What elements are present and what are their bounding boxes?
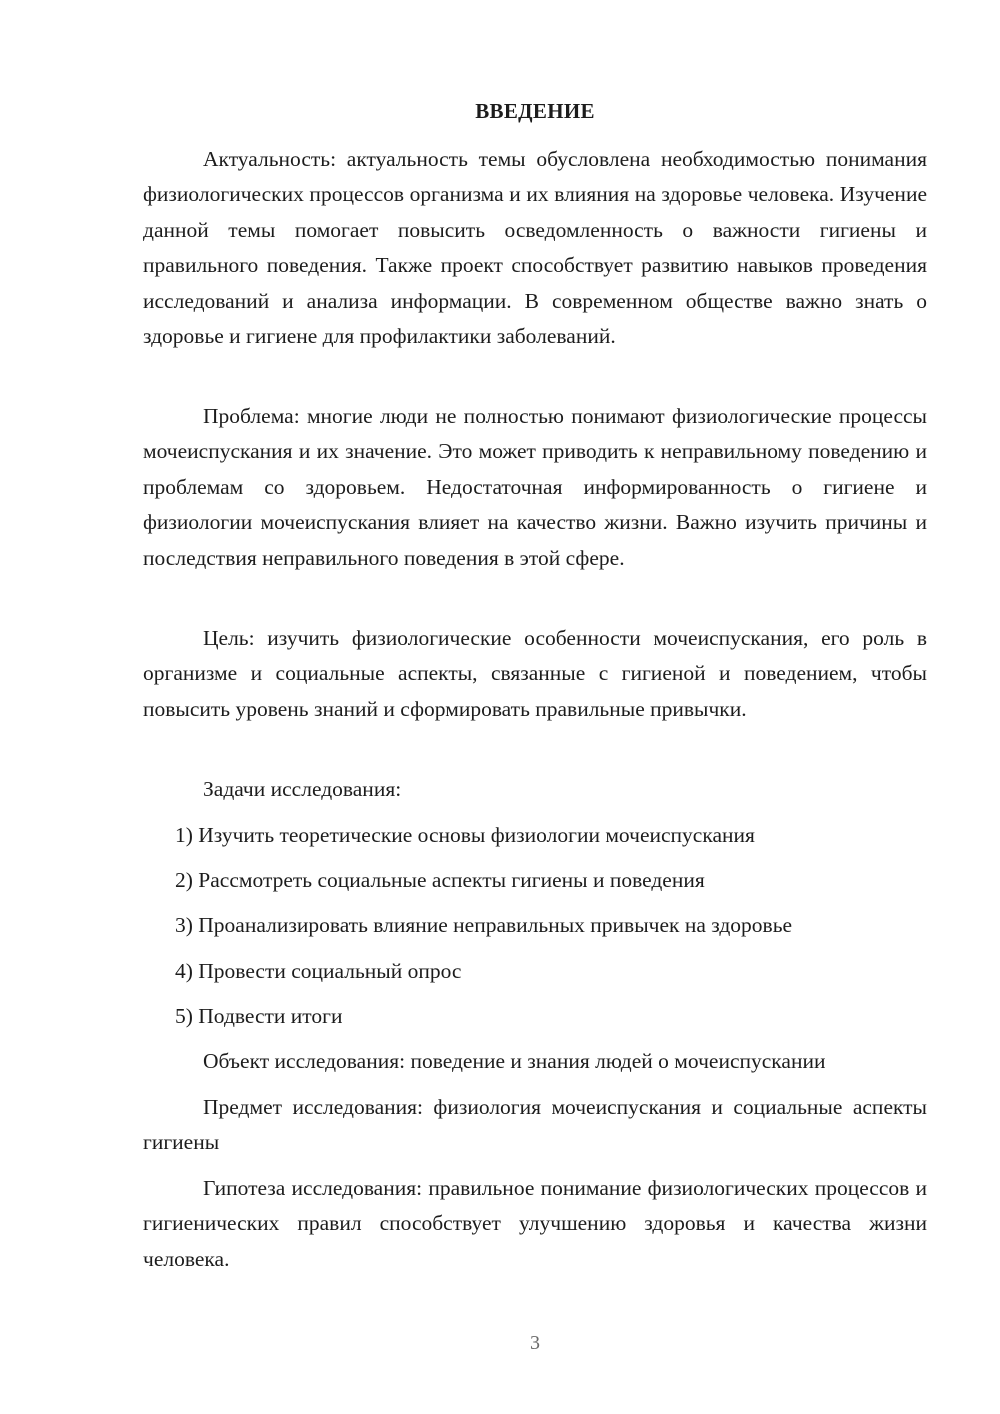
task-item: 4) Провести социальный опрос [175, 959, 462, 983]
hypothesis-paragraph: Гипотеза исследования: правильное понимание физиологических процессов и гигиенических правил способствует улучшению здоровья и качества жизни человека. [143, 1176, 927, 1271]
task-item: 1) Изучить теоретические основы физиологии мочеиспускания [175, 823, 755, 847]
subject-paragraph: Предмет исследования: физиология мочеиспускания и социальные аспекты гигиены [143, 1095, 927, 1155]
goal-paragraph: Цель: изучить физиологические особенности мочеиспускания, его роль в организме и социальные аспекты, связанные с гигиеной и поведением, чтобы повысить уровень знаний и сформировать правильные привычки. [143, 626, 927, 721]
task-item: 5) Подвести итоги [175, 1004, 343, 1028]
object-paragraph: Объект исследования: поведение и знания людей о мочеиспускании [203, 1049, 826, 1073]
task-item: 3) Проанализировать влияние неправильных привычек на здоровье [175, 913, 793, 937]
page-number: 3 [530, 1332, 540, 1354]
problem-paragraph: Проблема: многие люди не полностью понимают физиологические процессы мочеиспускания и их значение. Это может приводить к неправильному поведению и проблемам со здоровьем. Недостаточная информированность о гигиене и физиологии мочеиспускания влияет на качество жизни. Важно изучить причины и последствия неправильного поведения в этой сфере. [143, 404, 927, 570]
tasks-heading: Задачи исследования: [203, 777, 402, 801]
page-title: ВВЕДЕНИЕ [475, 99, 595, 123]
relevance-paragraph: Актуальность: актуальность темы обусловлена необходимостью понимания физиологических процессов организма и их влияния на здоровье человека. Изучение данной темы помогает повысить осведомленность о важности гигиены и правильного поведения. Также проект способствует развитию навыков проведения исследований и анализа информации. В современном обществе важно знать о здоровье и гигиене для профилактики заболеваний. [143, 147, 927, 349]
task-item: 2) Рассмотреть социальные аспекты гигиены и поведения [175, 868, 705, 892]
